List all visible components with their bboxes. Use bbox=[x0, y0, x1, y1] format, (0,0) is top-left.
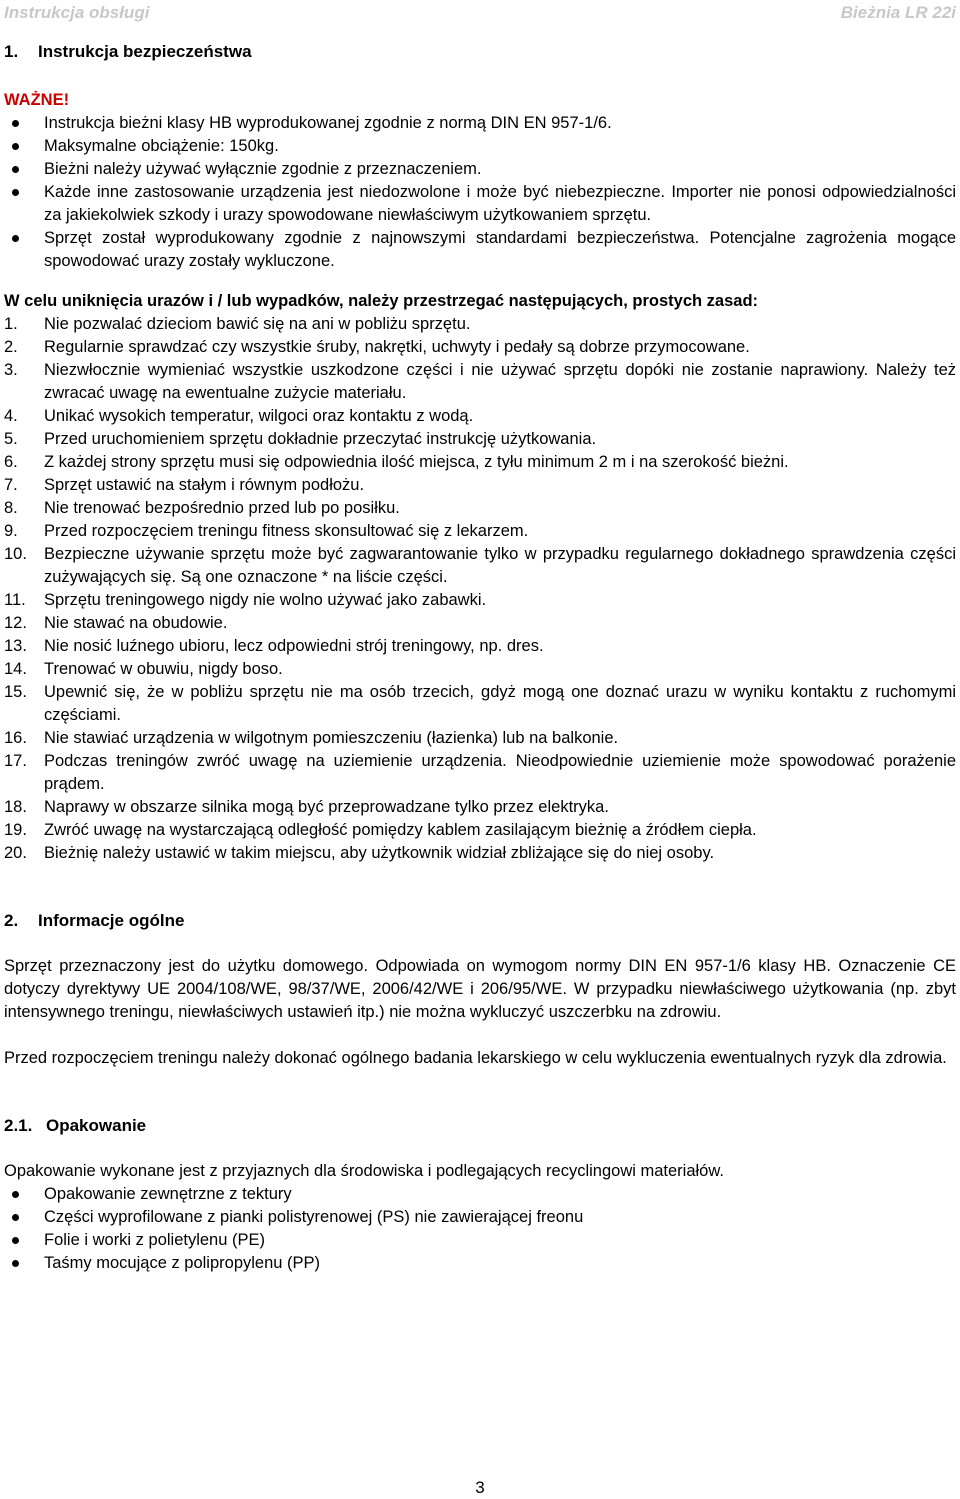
list-item: Bieżni należy używać wyłącznie zgodnie z przeznaczeniem. bbox=[4, 158, 956, 181]
safety-rule-item bbox=[4, 796, 956, 819]
safety-rule-item bbox=[4, 520, 956, 543]
section-1-number: 1. bbox=[4, 42, 19, 61]
safety-rule-item bbox=[4, 359, 956, 405]
list-item: Maksymalne obciążenie: 150kg. bbox=[4, 135, 956, 158]
packaging-intro: Opakowanie wykonane jest z przyjaznych dla środowiska i podlegających recyclingowi materiałów. bbox=[4, 1162, 724, 1180]
important-label: WAŻNE! bbox=[4, 91, 70, 109]
rule-text: Przed uruchomieniem sprzętu dokładnie przeczytać instrukcję użytkowania. bbox=[44, 430, 597, 448]
rule-number: 12. bbox=[4, 614, 27, 632]
section-2-1-title: Opakowanie bbox=[46, 1116, 147, 1135]
rule-text: Regularnie sprawdzać czy wszystkie śruby, nakrętki, uchwyty i pedały są dobrze przymocowane. bbox=[44, 338, 750, 356]
rule-text: Trenować w obuwiu, nigdy boso. bbox=[44, 660, 283, 678]
rule-number: 11. bbox=[4, 591, 26, 609]
section-2-title: Informacje ogólne bbox=[38, 911, 185, 930]
rule-number: 16. bbox=[4, 729, 27, 747]
rule-text: Nie trenować bezpośrednio przed lub po posiłku. bbox=[44, 499, 400, 517]
rules-intro: W celu uniknięcia urazów i / lub wypadków, należy przestrzegać następujących, prostych zasad: bbox=[4, 292, 759, 310]
rule-text: Bezpieczne używanie sprzętu może być zagwarantowanie tylko w przypadku regularnego dokładnego sprawdzenia części zużywających się. Są one oznaczone * na liście części. bbox=[44, 545, 956, 586]
safety-rule-item bbox=[4, 635, 956, 658]
packaging-bullet-list bbox=[4, 1183, 956, 1275]
rule-number: 15. bbox=[4, 683, 27, 701]
list-item: Części wyprofilowane z pianki polistyrenowej (PS) nie zawierającej freonu bbox=[4, 1206, 956, 1229]
safety-rule-item bbox=[4, 612, 956, 635]
rule-text: Sprzęt ustawić na stałym i równym podłożu. bbox=[44, 476, 365, 494]
safety-bullet-list bbox=[4, 112, 956, 273]
section-2-number: 2. bbox=[4, 911, 19, 930]
header-document-title: Instrukcja obsługi bbox=[4, 2, 150, 22]
page-header bbox=[4, 0, 956, 24]
safety-rule-item bbox=[4, 819, 956, 842]
safety-rule-item bbox=[4, 405, 956, 428]
general-info-paragraph: Sprzęt przeznaczony jest do użytku domowego. Odpowiada on wymogom normy DIN EN 957-1/6 klasy HB. Oznaczenie CE dotyczy dyrektywy UE 2004/108/WE, 98/37/WE, 2006/42/WE i 206/95/WE. W przypadku niewłaściwego użytkowania (np. zbyt intensywnego treningu, niewłaściwych ustawień itp.) nie można wykluczyć uszczerbku na zdrowiu. bbox=[4, 957, 956, 1021]
rule-number: 6. bbox=[4, 453, 18, 471]
list-item: Folie i worki z polietylenu (PE) bbox=[4, 1229, 956, 1252]
rule-text: Bieżnię należy ustawić w takim miejscu, aby użytkownik widział zbliżające się do niej osoby. bbox=[44, 844, 715, 862]
list-item: Opakowanie zewnętrzne z tektury bbox=[4, 1183, 956, 1206]
list-item: Każde inne zastosowanie urządzenia jest niedozwolone i może być niebezpieczne. Importer nie ponosi odpowiedzialności za jakiekolwiek szkody i urazy spowodowane niewłaściwym użytkowaniem sprzętu. bbox=[4, 181, 956, 227]
safety-rule-item bbox=[4, 543, 956, 589]
safety-rule-item bbox=[4, 589, 956, 612]
rule-text: Niezwłocznie wymieniać wszystkie uszkodzone części i nie używać sprzętu dopóki nie zostanie naprawiony. Należy też zwracać uwagę na ewentualne zużycie materiału. bbox=[44, 361, 956, 402]
safety-rule-item bbox=[4, 750, 956, 796]
safety-rule-item bbox=[4, 336, 956, 359]
header-product-name: Bieżnia LR 22i bbox=[840, 2, 956, 22]
rule-number: 3. bbox=[4, 361, 18, 379]
rule-number: 10. bbox=[4, 545, 27, 563]
list-item: Sprzęt został wyprodukowany zgodnie z najnowszymi standardami bezpieczeństwa. Potencjalne zagrożenia mogące spowodować urazy zostały wykluczone. bbox=[4, 227, 956, 273]
page-number: 3 bbox=[475, 1478, 485, 1497]
rule-text: Upewnić się, że w pobliżu sprzętu nie ma osób trzecich, gdyż mogą one doznać urazu w wyniku kontaktu z ruchomymi częściami. bbox=[44, 683, 956, 724]
rule-text: Z każdej strony sprzętu musi się odpowiednia ilość miejsca, z tyłu minimum 2 m i na szerokość bieżni. bbox=[44, 453, 789, 471]
rule-number: 4. bbox=[4, 407, 18, 425]
rule-number: 8. bbox=[4, 499, 18, 517]
rule-text: Nie nosić luźnego ubioru, lecz odpowiedni strój treningowy, np. dres. bbox=[44, 637, 544, 655]
safety-rule-item bbox=[4, 497, 956, 520]
rule-number: 18. bbox=[4, 798, 27, 816]
rule-number: 2. bbox=[4, 338, 18, 356]
safety-rule-item bbox=[4, 842, 956, 865]
list-item: Instrukcja bieżni klasy HB wyprodukowanej zgodnie z normą DIN EN 957-1/6. bbox=[4, 112, 956, 135]
section-1-title: Instrukcja bezpieczeństwa bbox=[38, 42, 252, 61]
rule-text: Unikać wysokich temperatur, wilgoci oraz kontaktu z wodą. bbox=[44, 407, 474, 425]
safety-rule-item bbox=[4, 474, 956, 497]
safety-rule-item bbox=[4, 451, 956, 474]
section-1-heading bbox=[4, 40, 956, 63]
medical-check-paragraph: Przed rozpoczęciem treningu należy dokonać ogólnego badania lekarskiego w celu wykluczenia ewentualnych ryzyk dla zdrowia. bbox=[4, 1049, 947, 1067]
list-item: Taśmy mocujące z polipropylenu (PP) bbox=[4, 1252, 956, 1275]
rule-number: 13. bbox=[4, 637, 27, 655]
section-2-1-heading bbox=[4, 1114, 956, 1137]
safety-rules-list bbox=[4, 313, 956, 865]
rule-text: Nie pozwalać dzieciom bawić się na ani w pobliżu sprzętu. bbox=[44, 315, 471, 333]
section-2-heading bbox=[4, 909, 956, 932]
safety-rule-item bbox=[4, 313, 956, 336]
rule-number: 19. bbox=[4, 821, 27, 839]
rule-number: 14. bbox=[4, 660, 27, 678]
rule-number: 5. bbox=[4, 430, 18, 448]
safety-rule-item bbox=[4, 727, 956, 750]
rule-text: Naprawy w obszarze silnika mogą być przeprowadzane tylko przez elektryka. bbox=[44, 798, 609, 816]
rule-text: Sprzętu treningowego nigdy nie wolno używać jako zabawki. bbox=[44, 591, 487, 609]
rule-text: Nie stawać na obudowie. bbox=[44, 614, 228, 632]
rule-text: Podczas treningów zwróć uwagę na uziemienie urządzenia. Nieodpowiednie uziemienie może spowodować porażenie prądem. bbox=[44, 752, 956, 793]
safety-rule-item bbox=[4, 681, 956, 727]
rule-text: Nie stawiać urządzenia w wilgotnym pomieszczeniu (łazienka) lub na balkonie. bbox=[44, 729, 619, 747]
document-body bbox=[4, 40, 956, 1275]
section-2-1-number: 2.1. bbox=[4, 1116, 33, 1135]
rule-number: 7. bbox=[4, 476, 18, 494]
rule-text: Przed rozpoczęciem treningu fitness skonsultować się z lekarzem. bbox=[44, 522, 529, 540]
safety-rule-item bbox=[4, 658, 956, 681]
safety-rule-item bbox=[4, 428, 956, 451]
rule-text: Zwróć uwagę na wystarczającą odległość pomiędzy kablem zasilającym bieżnię a źródłem ciepła. bbox=[44, 821, 757, 839]
rule-number: 1. bbox=[4, 315, 18, 333]
rule-number: 20. bbox=[4, 844, 27, 862]
rule-number: 9. bbox=[4, 522, 18, 540]
rule-number: 17. bbox=[4, 752, 27, 770]
